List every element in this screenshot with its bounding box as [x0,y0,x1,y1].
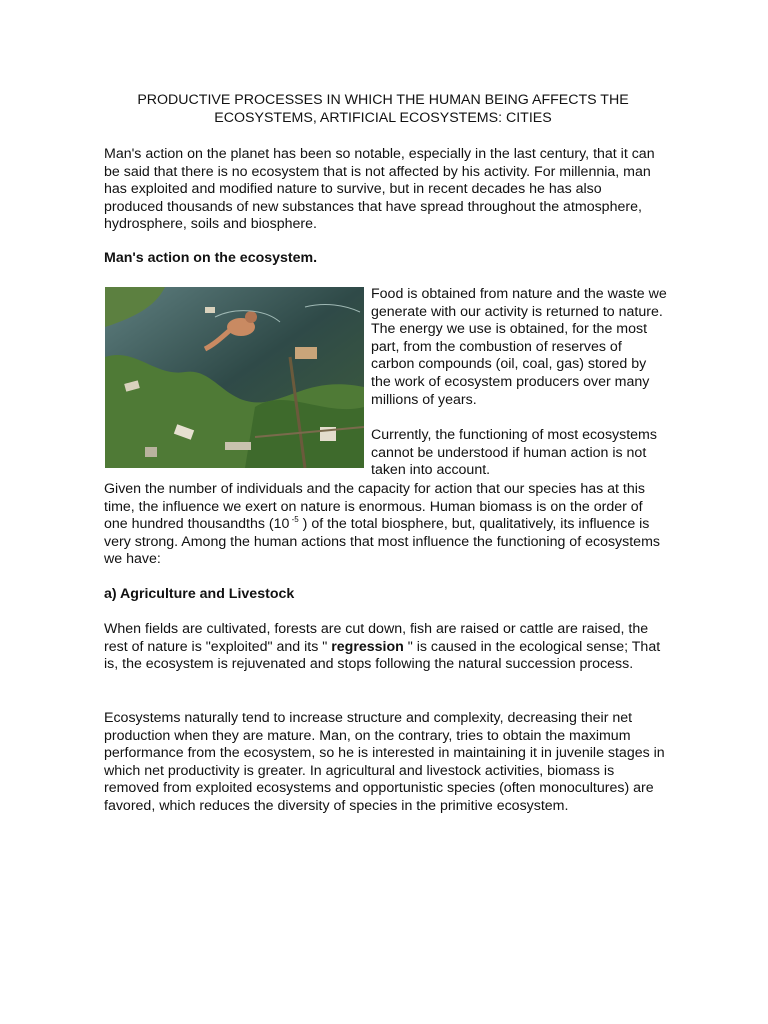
section-heading-agriculture: a) Agriculture and Livestock [104,586,295,602]
debris [145,447,157,457]
food-paragraph: Food is obtained from nature and the waste we generate with our activity is returned to nature. The energy we use is obtained, for the most part, from the combustion of reserves of carbon compounds (oil, coal, gas) stored by the work of ecosystem producers over many millions of years. [371,286,667,408]
biomass-text-1: Given the number of individuals and the capacity for action that our species has at this time, the influence we exert on nature is enormous. Human biomass is on the order of one hundred thousandths (10 [104,481,646,533]
title-line-1: PRODUCTIVE PROCESSES IN WHICH THE HUMAN BEING AFFECTS THE [137,92,629,108]
swimmer-head [245,311,257,323]
section-heading-mans-action: Man's action on the ecosystem. [104,250,318,266]
biomass-paragraph [104,481,670,569]
currently-paragraph: Currently, the functioning of most ecosystems cannot be understood if human action is not taken into account. [371,427,657,479]
page-title [100,92,666,127]
intro-paragraph: Man's action on the planet has been so notable, especially in the last century, that it can be said that there is no ecosystem that is not affected by his activity. For millennia, man has exploited and modified nature to survive, but in recent decades he has also produced thousands of new substances that have spread throughout the atmosphere, hydrosphere, soils and biosphere. [104,146,655,233]
debris [295,347,317,359]
title-line-2: ECOSYSTEMS, ARTIFICIAL ECOSYSTEMS: CITIES [214,109,552,126]
debris [225,442,251,450]
debris [205,307,215,313]
regression-term: regression [331,638,404,655]
fields-text-2: " is caused in the ecological sense; That is, the ecosystem is rejuvenated and stops following the natural succession process. [104,638,661,673]
fields-paragraph [104,621,670,674]
fields-text-1: When fields are cultivated, forests are cut down, fish are raised or cattle are raised, the rest of nature is "exploited" and its " [104,621,649,655]
photo-illustration [105,287,364,468]
ecosystems-paragraph: Ecosystems naturally tend to increase structure and complexity, decreasing their net production when they are mature. Man, on the contrary, tries to obtain the maximum performance from the ecosystem, so he is interested in maintaining it in juvenile stages in which net productivity is greater. In agricultural and livestock activities, biomass is removed from exploited ecosystems and opportunistic species (often monocultures) are favored, which reduces the diversity of species in the primitive ecosystem. [104,710,665,814]
biomass-text-2: ) of the total biosphere, but, qualitatively, its influence is very strong. Among the human actions that most influence the functioning of ecosystems we have: [104,516,660,568]
polluted-water-photo [105,287,364,468]
exponent: -5 [289,515,299,525]
